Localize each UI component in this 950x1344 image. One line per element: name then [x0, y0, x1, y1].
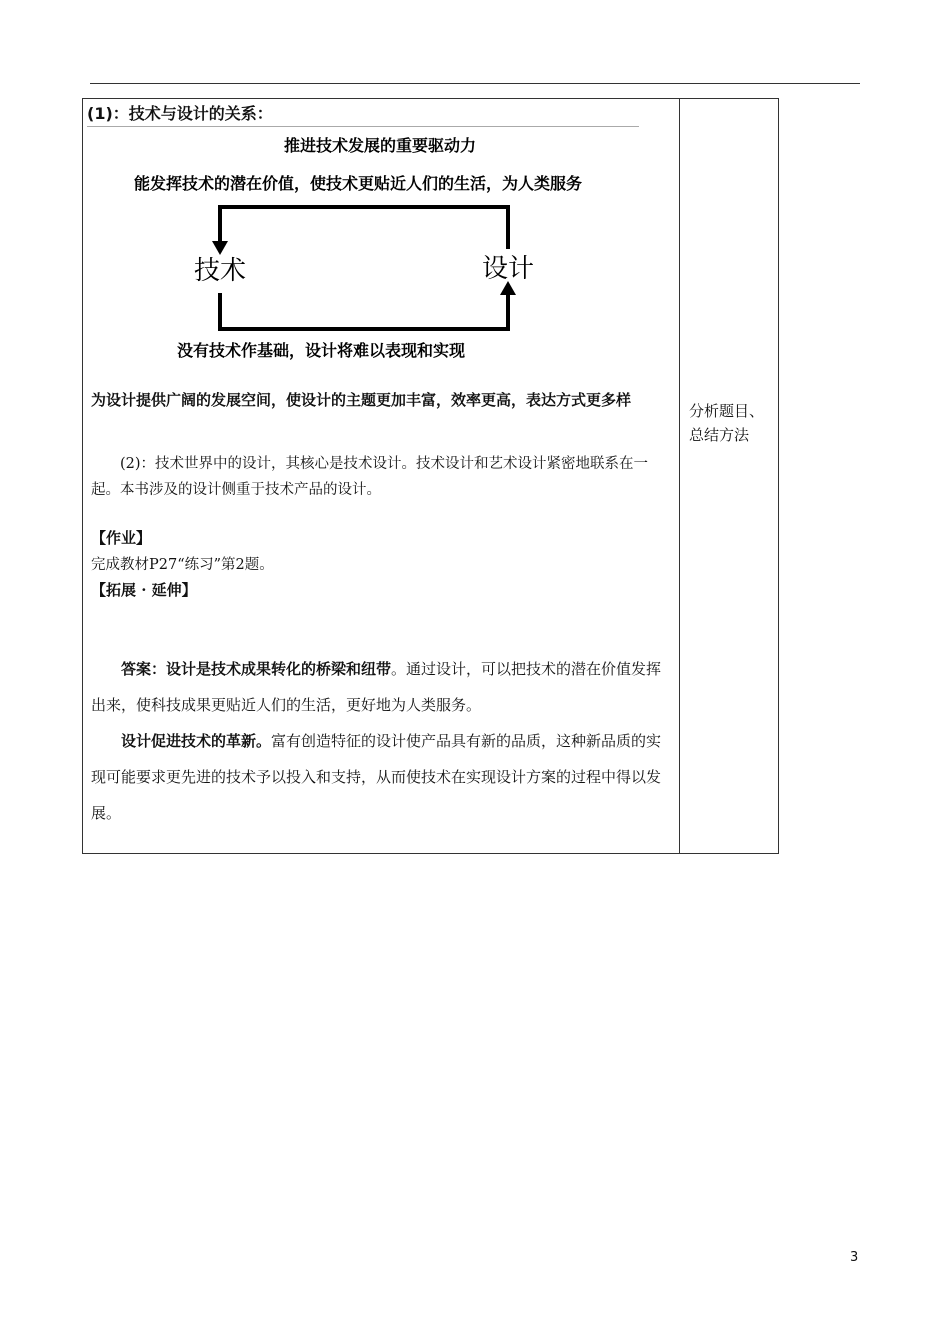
homework-title: 【作业】: [91, 529, 152, 547]
bottom-arrow-line: [220, 293, 508, 329]
answer-p2-rest: 富有创造特征的设计使产品具有新的品质，这种新品质的实现可能要求更先进的技术予以投入和支持，从而使技术在实现设计方案的过程中得以发展。: [91, 732, 662, 822]
section1-title: (1)：技术与设计的关系：: [87, 101, 639, 127]
page-number: 3: [850, 1250, 859, 1265]
tech-design-diagram: [83, 129, 678, 369]
lesson-table: [82, 98, 779, 854]
answer-p1-rest: 。通过设计，可以把技术的潜在价值发挥出来，使科技成果更贴近人们的生活，更好地为人类服务。: [91, 660, 662, 714]
section2-text: (2)：技术世界中的设计，其核心是技术设计。技术设计和艺术设计紧密地联系在一起。本书涉及的设计侧重于技术产品的设计。: [91, 456, 649, 498]
extension-title: 【拓展 · 延伸】: [91, 581, 197, 599]
column-divider: [679, 99, 680, 853]
diagram-node-technology: 技术: [193, 256, 247, 286]
answer-block: [91, 651, 676, 831]
answer-paragraph-2: [91, 723, 676, 831]
diagram-top-title: 推进技术发展的重要驱动力: [283, 136, 477, 155]
header-rule: [90, 83, 860, 84]
top-arrow-line: [220, 207, 508, 249]
answer-p1-bold: 答案：设计是技术成果转化的桥梁和纽带: [121, 660, 392, 678]
design-space-text: 为设计提供广阔的发展空间，使设计的主题更加丰富，效率更高，表达方式更多样: [91, 391, 632, 409]
down-arrowhead: [212, 241, 228, 255]
diagram-bottom-caption: 没有技术作基础，设计将难以表现和实现: [176, 341, 466, 360]
answer-paragraph-1: [91, 651, 676, 723]
diagram-top-caption: 能发挥技术的潜在价值，使技术更贴近人们的生活，为人类服务: [133, 174, 583, 193]
answer-p2-bold: 设计促进技术的革新。: [121, 732, 272, 750]
homework-text: 完成教材P27“练习”第2题。: [91, 557, 274, 573]
right-column-note: 分析题目、总结方法: [689, 402, 765, 444]
diagram-node-design: 设计: [481, 254, 535, 284]
